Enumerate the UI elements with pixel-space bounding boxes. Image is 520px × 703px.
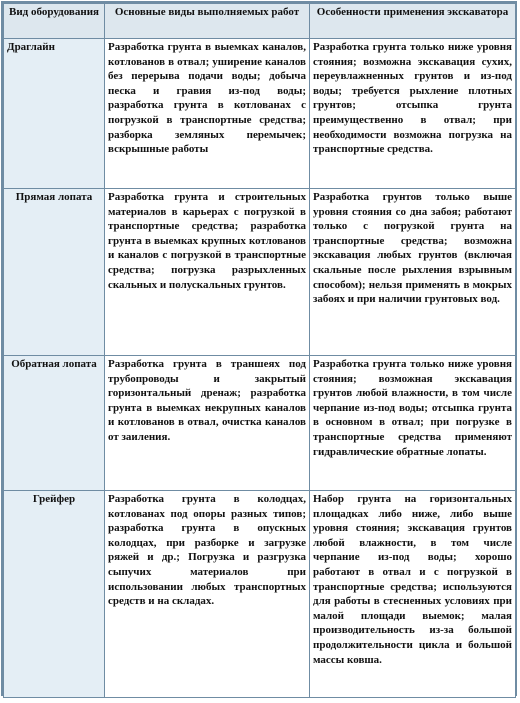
- equipment-type-cell: Драглайн: [4, 39, 105, 189]
- header-application-features: Особенности применения экскаватора: [310, 4, 516, 39]
- header-row: [4, 4, 516, 39]
- features-cell: Разработка грунта только ниже уровня стояния; возможная экскавация грунтов любой влажности, в том числе черпание из-под воды; отсыпка грунта в основном в отвал; при погрузке в транспортные средства применяют гидравлические обратные лопаты.: [310, 356, 516, 491]
- equipment-table: [3, 3, 516, 698]
- equipment-type-cell: Обратная лопата: [4, 356, 105, 491]
- features-cell: Разработка грунтов только выше уровня стояния со дна забоя; работают только с погрузкой грунта на транспортные средства; возможна экскавация любых грунтов (включая скальные после рыхления взрывным способом); нельзя применять в мокрых забоях и при наличии грунтовых вод.: [310, 189, 516, 356]
- equipment-table-frame: [1, 1, 517, 696]
- features-cell: Разработка грунта только ниже уровня стояния; возможна экскавация сухих, переувлажненных грунтов и из-под воды; требуется рыхление плотных грунтов; отсыпка грунта преимущественно в отвал; при необходимости возможна погрузка на транспортные средства.: [310, 39, 516, 189]
- table-row: [4, 491, 516, 698]
- table-row: [4, 189, 516, 356]
- header-equipment-type: Вид оборудования: [4, 4, 105, 39]
- works-cell: Разработка грунта в траншеях под трубопроводы и закрытый горизонтальный дренаж; разработка грунта в выемках некрупных каналов и котлованов в отвал, очистка каналов от заиления.: [105, 356, 310, 491]
- works-cell: Разработка грунта в колодцах, котлованах под опоры разных типов; разработка грунта в опускных колодцах, при разборке и загрузке ряжей и др.; Погрузка и разгрузка сыпучих материалов при использовании любых транспортных средств и на складах.: [105, 491, 310, 698]
- table-row: [4, 356, 516, 491]
- equipment-type-cell: Прямая лопата: [4, 189, 105, 356]
- equipment-type-cell: Грейфер: [4, 491, 105, 698]
- works-cell: Разработка грунта и строительных материалов в карьерах с погрузкой в транспортные средства; разработка грунта в выемках крупных котлованов и каналов с погрузкой в транспортные средства; погрузка разрыхленных скальных и полускальных грунтов.: [105, 189, 310, 356]
- features-cell: Набор грунта на горизонтальных площадках либо ниже, либо выше уровня стояния; экскавация грунтов любой влажности, в том числе черпание из-под воды; хорошо работают в отвал и с погрузкой в транспортные средства; используются для работы в стесненных условиях при малой площади выемок; малая производительность из-за большой продолжительности цикла и большой массы ковша.: [310, 491, 516, 698]
- header-main-works: Основные виды выполняемых работ: [105, 4, 310, 39]
- table-row: [4, 39, 516, 189]
- works-cell: Разработка грунта в выемках каналов, котлованов в отвал; уширение каналов без перерыва подачи воды; добыча песка и гравия из-под воды; разработка грунта в котлованах с погрузкой в транспортные средства; разборка земляных перемычек; вскрышные работы: [105, 39, 310, 189]
